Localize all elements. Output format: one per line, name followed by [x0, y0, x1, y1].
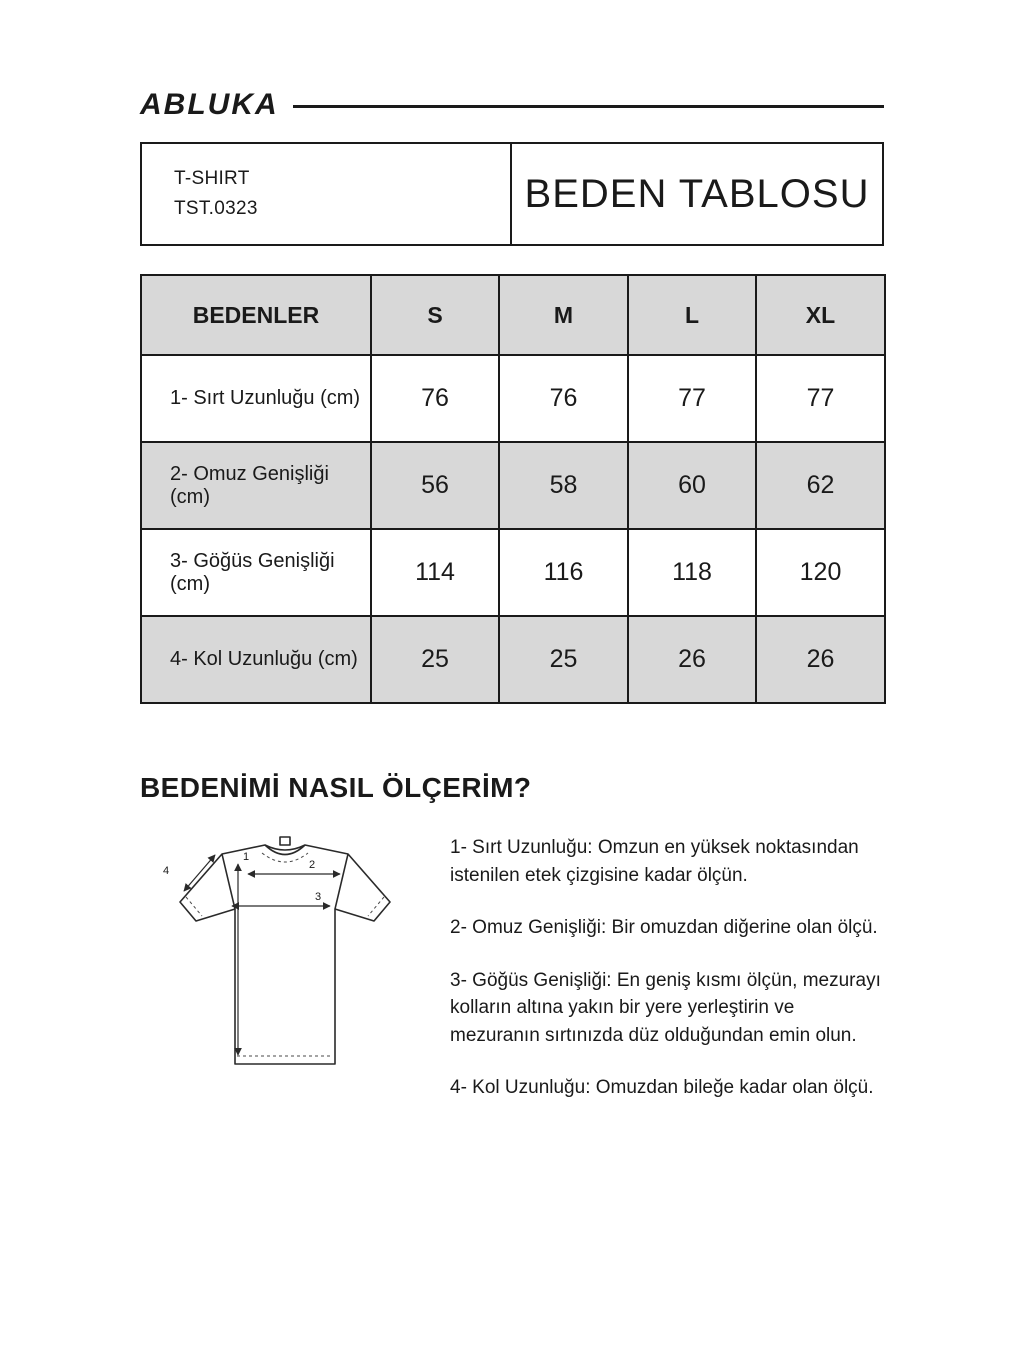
- instruction-chest-width: 3- Göğüs Genişliği: En geniş kısmı ölçün, mezurayı kolların altına yakın bir yere yerleştirin ve mezuranın sırtınızda düz olduğundan emin olun.: [450, 969, 881, 1046]
- measurement-value: 118: [628, 529, 756, 616]
- measurement-value: 26: [756, 616, 885, 703]
- measurement-value: 114: [371, 529, 499, 616]
- column-header-size-l: L: [628, 275, 756, 355]
- diagram-label-3: 3: [314, 891, 322, 903]
- measurement-value: 62: [756, 442, 885, 529]
- column-header-bedenler: BEDENLER: [141, 275, 371, 355]
- measurement-value: 56: [371, 442, 499, 529]
- measurement-instructions: [440, 824, 884, 1102]
- measurement-label: 4- Kol Uzunluğu (cm): [141, 616, 371, 703]
- measurement-label: 1- Sırt Uzunluğu (cm): [141, 355, 371, 442]
- size-guide-page: [140, 0, 884, 1102]
- table-row: [141, 442, 885, 529]
- product-info: [142, 144, 512, 244]
- tshirt-measurement-diagram: [140, 824, 430, 1092]
- diagram-label-1: 1: [242, 851, 250, 863]
- page-title: BEDEN TABLOSU: [524, 171, 870, 216]
- measurement-value: 58: [499, 442, 628, 529]
- product-type: T-SHIRT: [174, 168, 250, 189]
- measurement-value: 25: [371, 616, 499, 703]
- brand-row: [140, 0, 884, 122]
- table-row: [141, 616, 885, 703]
- instruction-sleeve-length: 4- Kol Uzunluğu: Omuzdan bileğe kadar olan ölçü.: [450, 1077, 874, 1099]
- how-to-measure-heading: BEDENİMİ NASIL ÖLÇERİM?: [140, 772, 532, 803]
- tshirt-outline: [180, 837, 390, 1064]
- measurement-value: 60: [628, 442, 756, 529]
- measurement-value: 76: [499, 355, 628, 442]
- product-code: TST.0323: [174, 198, 258, 219]
- measurement-value: 120: [756, 529, 885, 616]
- measurement-value: 77: [628, 355, 756, 442]
- column-header-size-xl: XL: [756, 275, 885, 355]
- header-box: [140, 142, 884, 246]
- brand-divider-line: [293, 105, 884, 108]
- measurement-label: 2- Omuz Genişliği (cm): [141, 442, 371, 529]
- column-header-size-m: M: [499, 275, 628, 355]
- column-header-size-s: S: [371, 275, 499, 355]
- measurement-value: 116: [499, 529, 628, 616]
- table-row: [141, 529, 885, 616]
- table-row: [141, 355, 885, 442]
- measurement-label: 3- Göğüs Genişliği (cm): [141, 529, 371, 616]
- diagram-label-4: 4: [162, 865, 170, 877]
- brand-logo: ABLUKA: [140, 88, 279, 121]
- measurement-value: 25: [499, 616, 628, 703]
- diagram-label-2: 2: [308, 859, 316, 871]
- collar-notch: [280, 837, 290, 845]
- diagram-container: [140, 824, 440, 1097]
- how-to-measure-section: [140, 824, 884, 1102]
- measurement-value: 76: [371, 355, 499, 442]
- measurement-value: 77: [756, 355, 885, 442]
- header-title-cell: [512, 144, 882, 244]
- size-table-header-row: [141, 275, 885, 355]
- instruction-shoulder-width: 2- Omuz Genişliği: Bir omuzdan diğerine olan ölçü.: [450, 917, 878, 939]
- instruction-back-length: 1- Sırt Uzunluğu: Omzun en yüksek noktasından istenilen etek çizgisine kadar ölçün.: [450, 837, 859, 886]
- measurement-value: 26: [628, 616, 756, 703]
- size-table: [140, 274, 886, 704]
